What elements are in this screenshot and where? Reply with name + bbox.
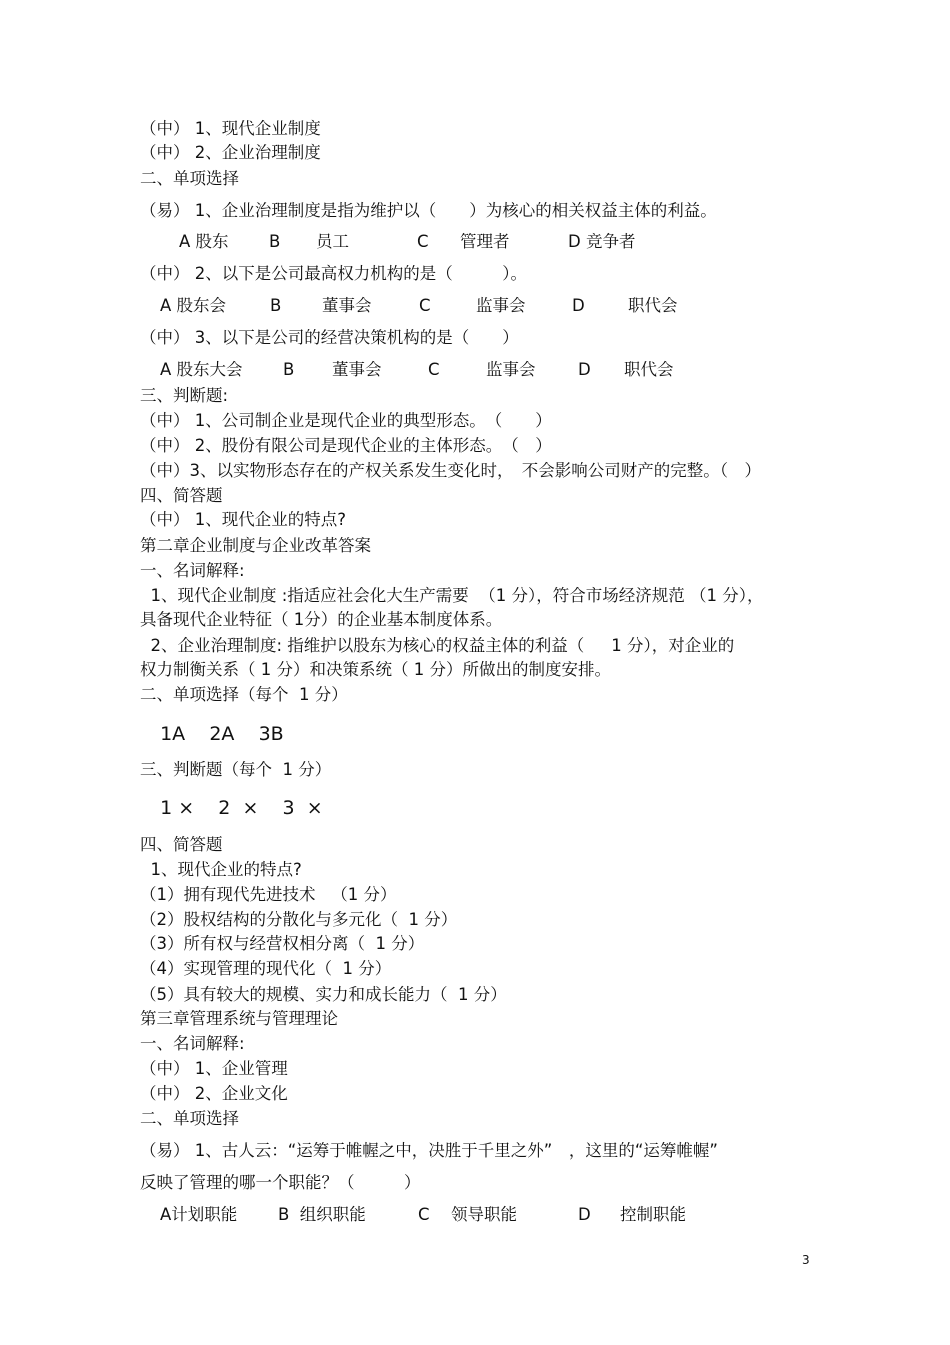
option-a: A计划职能 <box>160 1205 238 1224</box>
section-heading: 四、简答题 <box>140 486 223 505</box>
section-heading: 三、判断题: <box>140 386 229 405</box>
option-c: C <box>428 360 440 379</box>
page-number: 3 <box>802 1253 810 1267</box>
section-heading: 二、单项选择（每个 1 分） <box>140 685 348 704</box>
question-text: （中） 2、以下是公司最高权力机构的是（ ）。 <box>140 264 527 283</box>
option-d-text: 控制职能 <box>620 1205 686 1224</box>
option-d: D <box>578 1205 591 1224</box>
option-a: A 股东大会 <box>160 360 243 379</box>
option-d: D 竞争者 <box>568 232 636 251</box>
section-heading: 一、名词解释: <box>140 1034 245 1053</box>
question-text: （中） 3、以下是公司的经营决策机构的是（ ） <box>140 328 519 347</box>
option-c-text: 领导职能 <box>451 1205 517 1224</box>
chapter-title: 第三章管理系统与管理理论 <box>140 1009 338 1028</box>
section-heading: 二、单项选择 <box>140 169 239 188</box>
option-c-text: 监事会 <box>476 296 526 315</box>
judgment-question: （中） 2、股份有限公司是现代企业的主体形态。 （ ） <box>140 436 552 455</box>
answer-list-item: （1）拥有现代先进技术 （1 分） <box>140 885 397 904</box>
option-c-text: 监事会 <box>486 360 536 379</box>
judgment-question: （中） 1、公司制企业是现代企业的典型形态。 （ ） <box>140 411 552 430</box>
option-d-text: 职代会 <box>628 296 678 315</box>
question-term-2: （中） 2、企业治理制度 <box>140 143 321 162</box>
option-b: B <box>269 232 281 251</box>
question-text: 反映了管理的哪一个职能？（ ） <box>140 1173 421 1192</box>
option-b-text: 董事会 <box>322 296 372 315</box>
answer-text: 1、现代企业制度 :指适应社会化大生产需要 （1 分），符合市场经济规范 （1 分）， <box>140 586 764 605</box>
section-heading: 一、名词解释: <box>140 561 245 580</box>
option-c: C <box>419 296 431 315</box>
answer-text: 1、现代企业的特点? <box>140 860 302 879</box>
answer-key: 1A 2A 3B <box>148 723 284 745</box>
option-b-text: 董事会 <box>332 360 382 379</box>
answer-list-item: （3）所有权与经营权相分离（ 1 分） <box>140 934 425 953</box>
option-c: C <box>418 1205 430 1224</box>
section-heading: 二、单项选择 <box>140 1109 239 1128</box>
question-term-1: （中） 1、企业管理 <box>140 1059 288 1078</box>
option-d: D <box>572 296 585 315</box>
answer-list-item: （5）具有较大的规模、实力和成长能力（ 1 分） <box>140 985 507 1004</box>
question-text: （中） 1、现代企业的特点? <box>140 510 347 529</box>
option-c-text: 管理者 <box>460 232 510 251</box>
question-term-1: （中） 1、现代企业制度 <box>140 119 321 138</box>
answer-list-item: （2）股权结构的分散化与多元化（ 1 分） <box>140 910 458 929</box>
option-b-text: 员工 <box>316 232 349 251</box>
answer-text: 具备现代企业特征（ 1分）的企业基本制度体系。 <box>140 610 503 629</box>
chapter-title: 第二章企业制度与企业改革答案 <box>140 536 371 555</box>
option-a: A 股东 <box>179 232 229 251</box>
option-b: B 组织职能 <box>278 1205 366 1224</box>
option-b: B <box>283 360 295 379</box>
answer-list-item: （4）实现管理的现代化（ 1 分） <box>140 959 392 978</box>
option-a: A 股东会 <box>160 296 227 315</box>
section-heading: 四、简答题 <box>140 835 223 854</box>
option-b: B <box>270 296 282 315</box>
option-d: D <box>578 360 591 379</box>
answer-text: 权力制衡关系（ 1 分）和决策系统（ 1 分）所做出的制度安排。 <box>140 660 611 679</box>
question-text: （易） 1、古人云：“运筹于帷幄之中，决胜于千里之外” ，这里的“运筹帷幄” <box>140 1141 718 1160</box>
judgment-question: （中）3、以实物形态存在的产权关系发生变化时， 不会影响公司财产的完整。（ ） <box>140 461 761 480</box>
option-d-text: 职代会 <box>624 360 674 379</box>
answer-text: 2、企业治理制度: 指维护以股东为核心的权益主体的利益（ 1 分），对企业的 <box>140 636 735 655</box>
option-c: C <box>417 232 429 251</box>
question-text: （易） 1、企业治理制度是指为维护以（ ）为核心的相关权益主体的利益。 <box>140 201 717 220</box>
section-heading: 三、判断题（每个 1 分） <box>140 760 332 779</box>
question-term-2: （中） 2、企业文化 <box>140 1084 288 1103</box>
answer-key: 1 × 2 × 3 × <box>148 797 323 819</box>
